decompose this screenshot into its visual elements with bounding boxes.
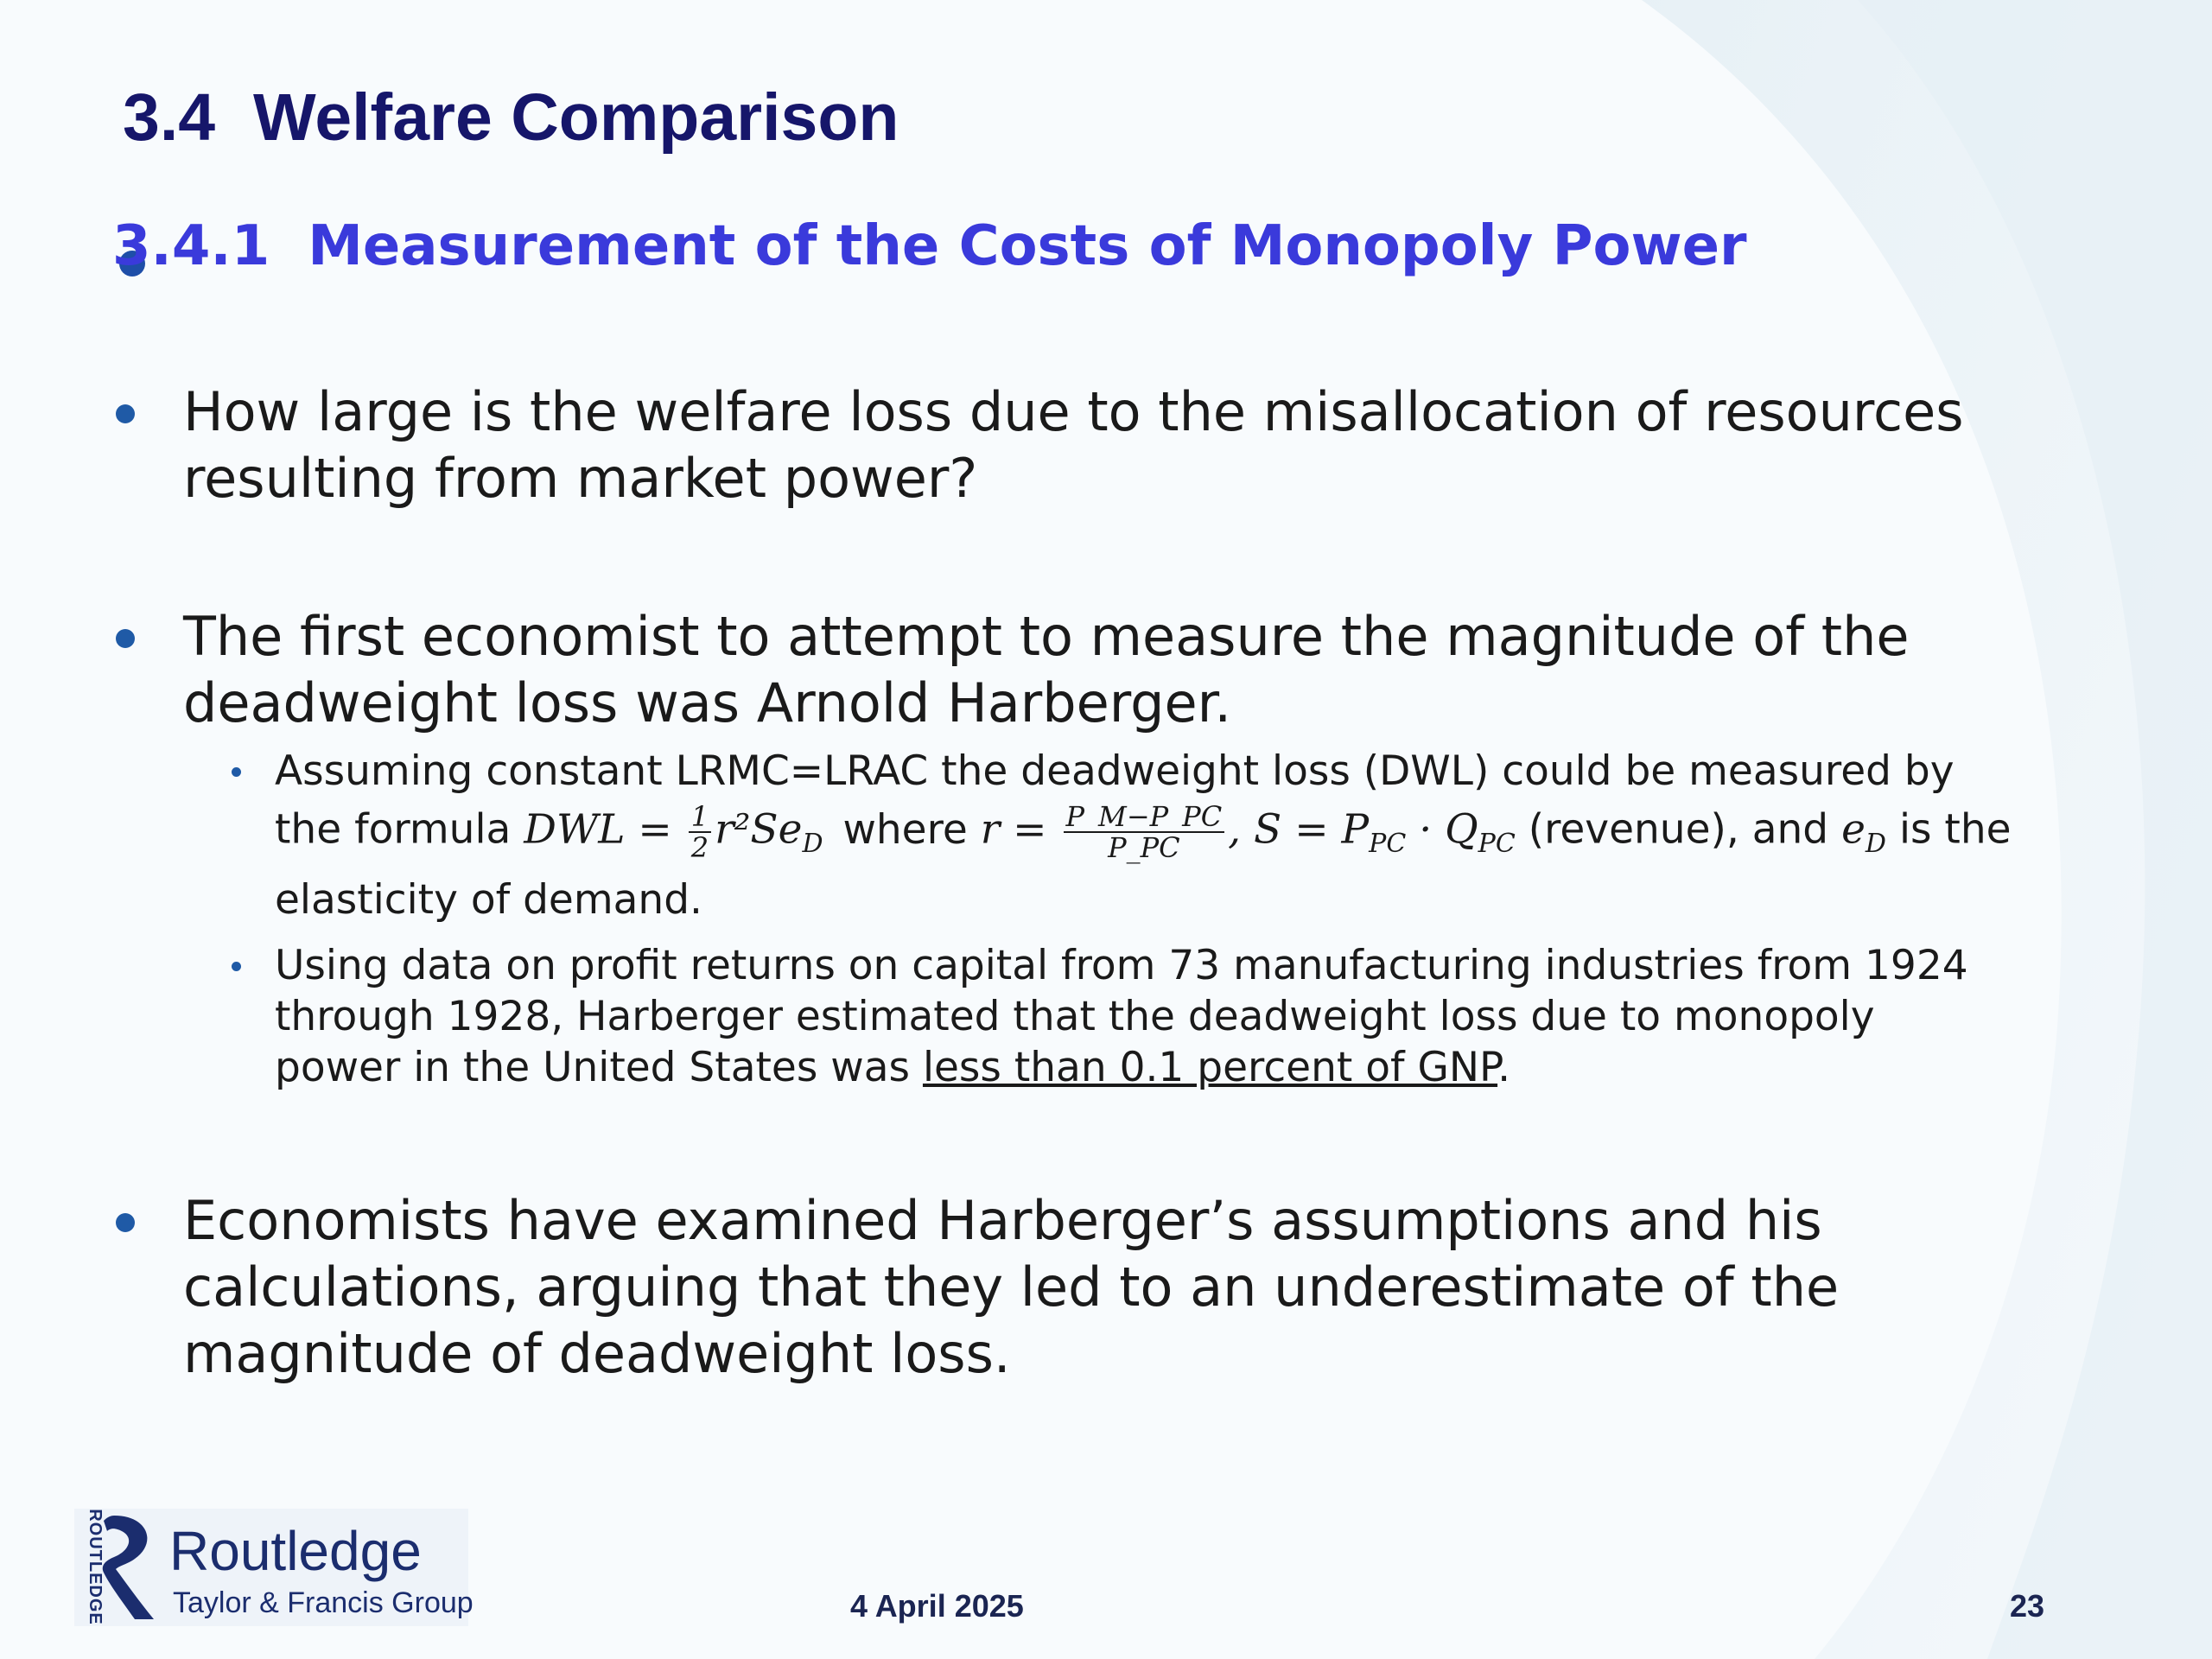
subbullet-2-line-1: Using data on profit returns on capital from 73 manufacturing industries from 1924 xyxy=(275,942,1968,989)
formula-where: where xyxy=(842,805,968,854)
slide-subtitle xyxy=(112,214,1747,278)
logo-name: Routledge xyxy=(169,1520,422,1582)
bullet-1-line-2: resulting from market power? xyxy=(183,447,978,510)
subbullet-harberger-data xyxy=(275,940,2089,1093)
bullet-1-line-1: How large is the welfare loss due to the misallocation of resources xyxy=(183,380,1964,443)
bullet-dot xyxy=(116,404,135,423)
formula-dwl: DWL = xyxy=(524,805,672,854)
formula-sub-d: D xyxy=(802,828,823,859)
formula-ed: e xyxy=(1841,805,1866,854)
subbullet-dot xyxy=(232,767,241,777)
footer-date: 4 April 2025 xyxy=(850,1588,1024,1624)
routledge-logo xyxy=(74,1509,474,1626)
bullet-3-line-1: Economists have examined Harberger’s assumptions and his xyxy=(183,1189,1822,1252)
formula-pc-2: PC xyxy=(1478,828,1516,859)
formula-line xyxy=(275,802,2089,869)
formula-r-eq: r = xyxy=(980,805,1047,854)
subbullet-2-line-2: through 1928, Harberger estimated that the deadweight loss due to monopoly xyxy=(275,993,1875,1040)
page-number: 23 xyxy=(2010,1588,2045,1624)
formula-dwl-rest: r²Se xyxy=(715,805,803,854)
bullet-3 xyxy=(183,1187,2110,1387)
formula-s-eq: , S = P xyxy=(1228,805,1370,854)
formula-r-fraction: $\frac{P\_M-P\_PC}{P\_PC}$ xyxy=(1064,802,1225,862)
bullet-3-line-3: magnitude of deadweight loss. xyxy=(183,1322,1011,1385)
bullet-3-line-2: calculations, arguing that they led to an underestimate of the xyxy=(183,1255,1840,1319)
formula-ed-sub: D xyxy=(1865,828,1886,859)
formula-dot-q: · Q xyxy=(1406,805,1478,854)
formula-revenue: (revenue), and xyxy=(1528,805,1829,854)
subtitle-number: 3.4.1 xyxy=(112,214,270,278)
bullet-dot xyxy=(116,629,135,648)
logo-vertical-text: ROUTLEDGE xyxy=(85,1509,105,1625)
subbullet-1-line-1: Assuming constant LRMC=LRAC the deadweight loss (DWL) could be measured by xyxy=(275,747,1955,795)
subbullet-formula xyxy=(275,746,2089,925)
title-text: Welfare Comparison xyxy=(253,80,899,155)
bullet-2-line-2: deadweight loss was Arnold Harberger. xyxy=(183,671,1232,734)
subbullet-dot xyxy=(232,962,241,971)
subbullet-1-line-3: elasticity of demand. xyxy=(275,875,702,924)
formula-pc-1: PC xyxy=(1369,828,1407,859)
title-number: 3.4 xyxy=(123,80,216,155)
bullet-dot xyxy=(116,1213,135,1232)
formula-half-fraction: $\frac{1}{2}$ xyxy=(689,802,711,862)
formula-lead: the formula xyxy=(275,805,512,854)
bullet-2-line-1: The first economist to attempt to measure the magnitude of the xyxy=(183,605,1910,668)
slide-title xyxy=(123,79,899,156)
subbullet-2-line-3: power in the United States was less than 0.1 percent of GNP. xyxy=(275,1044,1511,1091)
formula-is-the: is the xyxy=(1898,805,2012,854)
logo-tagline: Taylor & Francis Group xyxy=(173,1586,474,1619)
underlined-gnp-figure: less than 0.1 percent of GNP xyxy=(922,1044,1498,1091)
subtitle-text: Measurement of the Costs of Monopoly Power xyxy=(308,214,1747,278)
bullet-1 xyxy=(183,378,2110,512)
bullet-2 xyxy=(183,603,2110,736)
